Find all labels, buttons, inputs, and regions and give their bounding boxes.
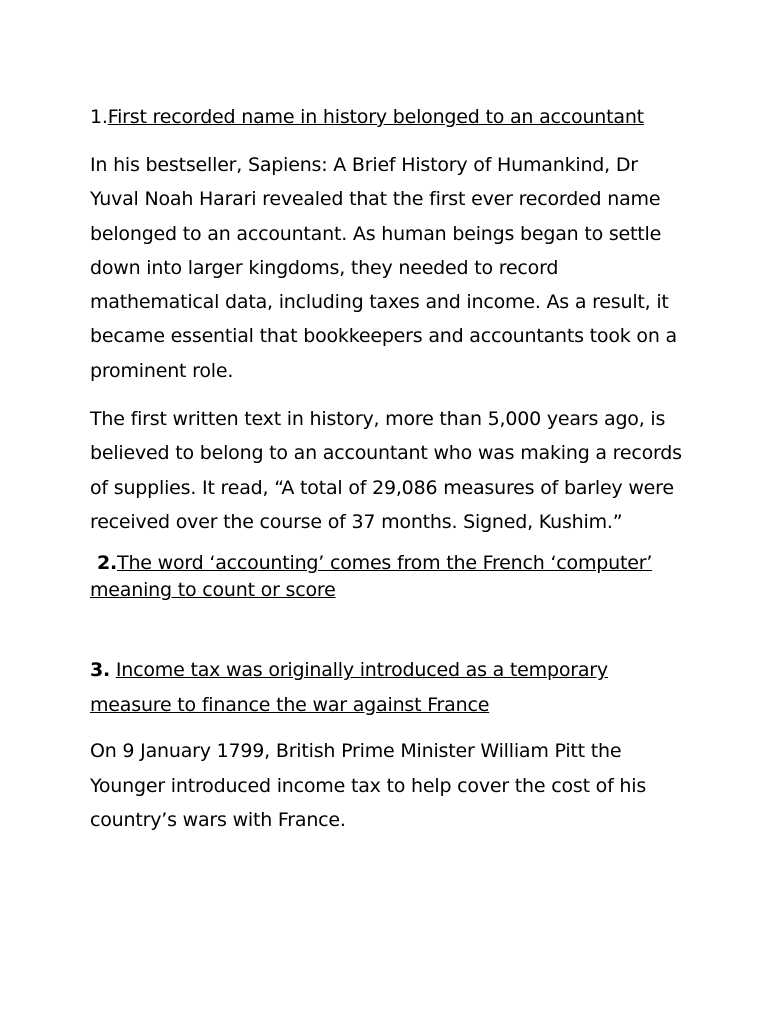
section-3-heading-line-1 <box>90 653 690 688</box>
section-2-title-line-2: meaning to count or score <box>90 579 336 602</box>
section-1-title: First recorded name in history belonged to an accountant <box>107 106 644 128</box>
section-3-title-line-1: Income tax was originally introduced as a temporary <box>115 659 608 682</box>
document-page <box>90 100 690 837</box>
section-1-heading <box>90 100 690 134</box>
section-3-title-line-2: measure to finance the war against France <box>90 694 490 717</box>
section-3-paragraph-1: On 9 January 1799, British Prime Minister William Pitt the Younger introduced income tax to help cover the cost of his country’s wars with France. <box>90 740 647 831</box>
section-1-paragraph-2: The first written text in history, more than 5,000 years ago, is believed to belong to an accountant who was making a records of supplies. It read, “A total of 29,086 measures of barley were received over the course of 37 months. Signed, Kushim.” <box>90 408 682 533</box>
section-2-title-line-1: The word ‘accounting’ comes from the French ‘computer’ <box>117 552 653 575</box>
section-2-heading <box>90 550 690 577</box>
section-1-number: 1. <box>90 106 108 128</box>
section-3-heading-line-2 <box>90 688 690 722</box>
section-3-number: 3. <box>90 659 111 682</box>
section-2-number: 2. <box>97 552 118 575</box>
section-1-paragraph-1: In his bestseller, Sapiens: A Brief History of Humankind, Dr Yuval Noah Harari revealed that the first ever recorded name belonged to an accountant. As human beings began to settle down into larger kingdoms, they needed to record mathematical data, including taxes and income. As a result, it became essential that bookkeepers and accountants took on a prominent role. <box>90 154 677 382</box>
